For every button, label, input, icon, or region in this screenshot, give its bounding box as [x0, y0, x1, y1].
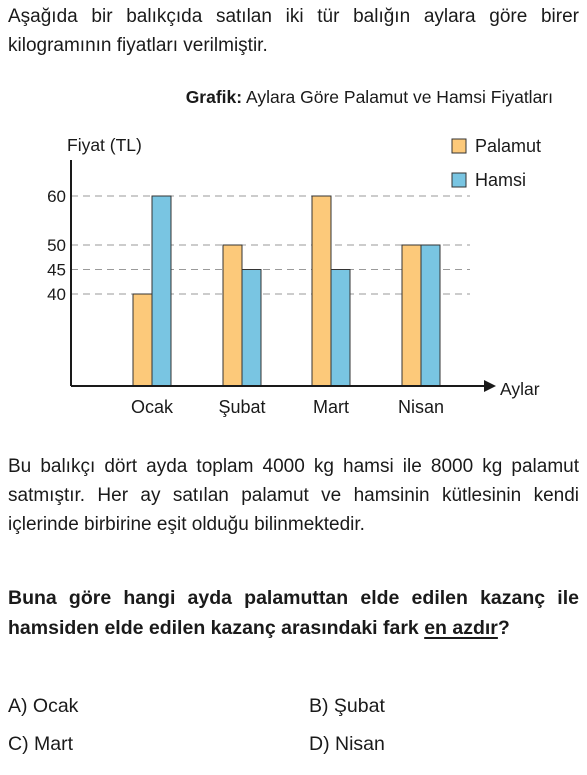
x-tick-label: Mart	[313, 397, 349, 417]
x-tick-label: Ocak	[130, 397, 174, 417]
option-a[interactable]: A) Ocak	[8, 695, 79, 717]
legend-label-hamsi: Hamsi	[475, 170, 527, 190]
bar-chart	[0, 120, 587, 420]
bar-palamut-nisan	[402, 245, 421, 386]
question-text	[8, 583, 579, 643]
legend-label-palamut: Palamut	[475, 136, 542, 156]
option-c[interactable]: C) Mart	[8, 733, 73, 755]
bar-hamsi-mart	[331, 270, 350, 387]
y-tick-label: 50	[47, 236, 66, 255]
info-text: Bu balıkçı dört ayda toplam 4000 kg hamsi ile 8000 kg palamut satmıştır. Her ay satılan palamut ve hamsinin kütlesinin kendi içlerinde birbirine eşit olduğu bilinmektedir.	[8, 456, 579, 535]
x-tick-label: Şubat	[218, 397, 266, 417]
legend-swatch-hamsi	[452, 173, 466, 187]
bar-palamut-ocak	[133, 294, 152, 386]
question-main: Buna göre hangi ayda palamuttan elde edilen kazanç ile hamsiden elde edilen kazanç arasındaki fark	[8, 587, 579, 639]
chart-heading-text: Aylara Göre Palamut ve Hamsi Fiyatları	[242, 87, 553, 107]
y-axis-label: Fiyat (TL)	[67, 135, 142, 155]
chart-heading-prefix: Grafik:	[185, 87, 243, 107]
intro-text: Aşağıda bir balıkçıda satılan iki tür balığın aylara göre birer kilogramının fiyatları verilmiştir.	[8, 6, 579, 56]
bar-hamsi-ocak	[152, 196, 171, 386]
x-axis-label: Aylar	[500, 379, 540, 399]
bar-hamsi-şubat	[242, 270, 261, 387]
x-axis-arrow	[484, 380, 496, 392]
y-tick-label: 60	[47, 187, 66, 206]
option-d[interactable]: D) Nisan	[309, 733, 385, 755]
option-b[interactable]: B) Şubat	[309, 695, 385, 717]
bar-palamut-şubat	[223, 245, 242, 386]
bar-palamut-mart	[312, 196, 331, 386]
x-tick-label: Nisan	[397, 397, 445, 417]
chart-heading	[186, 87, 553, 108]
bar-hamsi-nisan	[421, 245, 440, 386]
y-tick-label: 40	[47, 285, 66, 304]
question-end: ?	[497, 617, 510, 639]
y-tick-label: 45	[47, 260, 66, 280]
question-emphasis: en azdır	[424, 617, 498, 639]
legend-swatch-palamut	[452, 139, 466, 153]
